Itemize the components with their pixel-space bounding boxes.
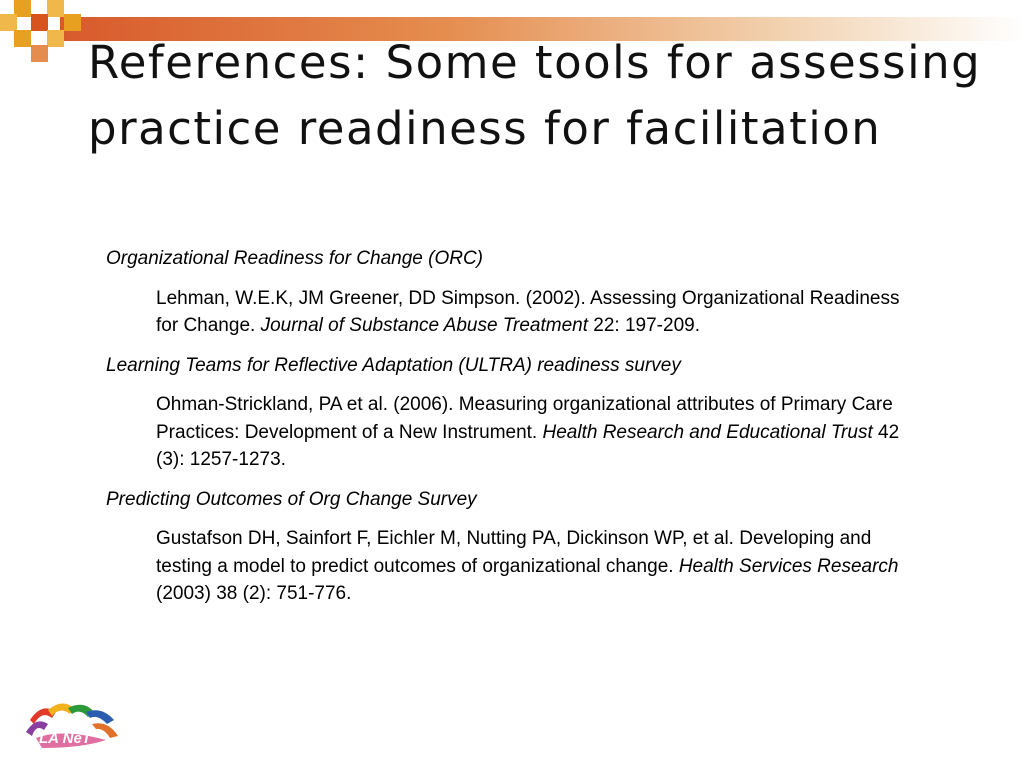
deco-square <box>14 30 31 47</box>
deco-square <box>47 0 64 17</box>
deco-square <box>0 14 17 31</box>
reference-heading: Predicting Outcomes of Org Change Survey <box>106 488 477 510</box>
reference-heading: Organizational Readiness for Change (ORC) <box>106 248 484 269</box>
reference-entry: Ohman-Strickland, PA et al. (2006). Measuring organizational attributes of Primary Care Practices: Development of a New Instrument. Health Research and Educational Trust 42 (3): 1257-1273. <box>156 394 900 470</box>
deco-square <box>31 45 48 62</box>
references-list <box>106 245 926 620</box>
deco-square <box>31 14 48 31</box>
reference-entry: Gustafson DH, Sainfort F, Eichler M, Nutting PA, Dickinson WP, et al. Developing and testing a model to predict outcomes of organizational change. Health Services Research (2003) 38 (2): 751-776. <box>156 528 899 604</box>
reference-entry: Lehman, W.E.K, JM Greener, DD Simpson. (2002). Assessing Organizational Readiness for Change. Journal of Substance Abuse Treatment 22: 197-209. <box>156 287 900 336</box>
lanet-logo <box>22 698 122 754</box>
deco-square <box>47 30 64 47</box>
deco-square <box>64 14 81 31</box>
slide-title: References: Some tools for assessing practice readiness for facilitation <box>88 36 982 155</box>
reference-heading: Learning Teams for Reflective Adaptation (ULTRA) readiness survey <box>106 354 681 376</box>
logo-text: LA NeT <box>39 730 91 747</box>
